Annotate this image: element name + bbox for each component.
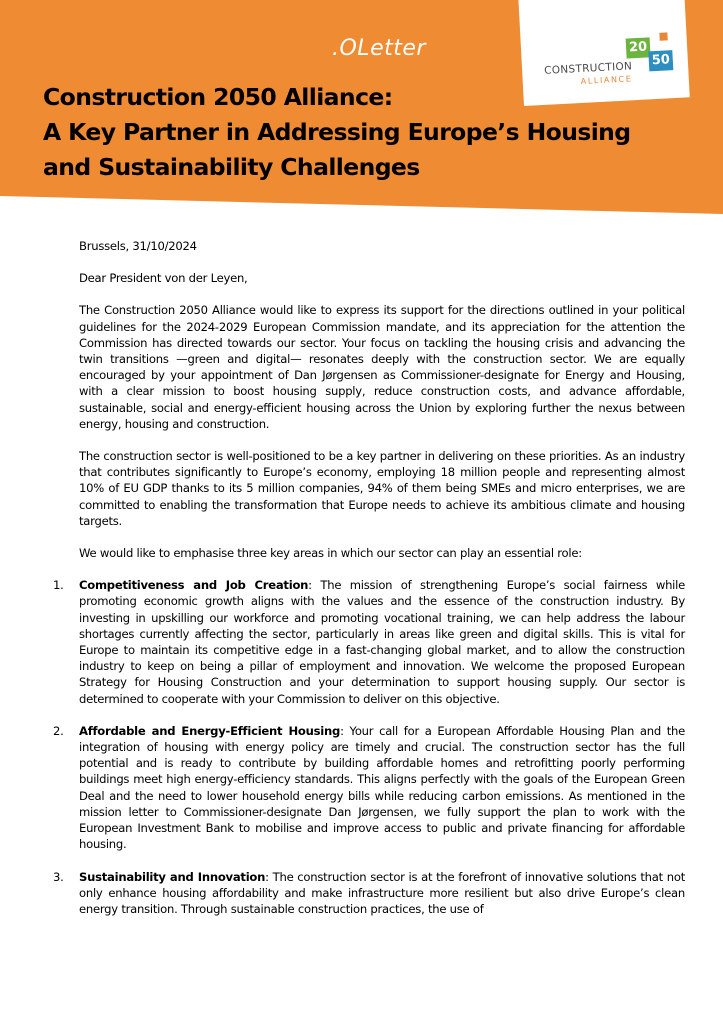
list-item xyxy=(53,869,685,918)
document-type-tag: .OLetter xyxy=(332,36,426,61)
logo-digits-bottom: 50 xyxy=(648,50,673,71)
logo-word-alliance: ALLIANCE xyxy=(580,74,633,86)
list-heading: Competitiveness and Job Creation xyxy=(79,578,309,593)
list-item xyxy=(53,577,685,707)
key-areas-list xyxy=(53,577,685,917)
page-title xyxy=(43,80,683,185)
logo-digits-top: 20 xyxy=(626,37,651,58)
place-date: Brussels, 31/10/2024 xyxy=(79,239,197,253)
paragraph-sector: The construction sector is well-positioned to be a key partner in delivering on these priorities. As an industry that contributes significantly to Europe’s economy, employing 18 million people and representing almost 10% of EU GDP thanks to its 5 million companies, 94% of them being SMEs and micro enterprises, we are committed to enabling the transformation that Europe needs to achieve its ambitious climate and housing targets. xyxy=(79,449,685,528)
list-heading: Sustainability and Innovation xyxy=(79,869,266,884)
salutation: Dear President von der Leyen, xyxy=(79,271,248,286)
list-text: : The construction sector is at the forefront of innovative solutions that not only enhance housing affordability and make infrastructure more resilient but also drive Europe’s clean energy transition. Through sustainable construction practices, the use of xyxy=(79,869,685,916)
title-line-1: Construction 2050 Alliance: xyxy=(43,83,393,111)
list-item xyxy=(53,723,685,853)
header-banner xyxy=(0,0,723,230)
list-number: 3. xyxy=(53,869,64,884)
list-text: : The mission of strengthening Europe’s social fairness while promoting economic growth aligns with the values and the essence of the construction industry. By investing in upskilling our workforce and promoting vocational training, we can help address the labour shortages currently affecting the sector, particularly in areas like green and digital skills. This is vital for Europe to maintain its competitive edge in a fast-changing global market, and to allow the construction industry to keep on being a pillar of employment and innovation. We welcome the proposed European Strategy for Housing Construction and your determination to support housing supply. Our sector is determined to cooperate with your Commission to deliver on this objective. xyxy=(79,578,685,706)
logo-word-construction: CONSTRUCTION xyxy=(543,60,633,77)
list-number: 1. xyxy=(53,578,64,593)
list-text: : Your call for a European Affordable Housing Plan and the integration of housing with energy policy are timely and crucial. The construction sector has the full potential and is ready to contribute by building affordable homes and retrofitting poorly performing buildings meet high energy-efficiency standards. This aligns perfectly with the goals of the European Green Deal and the need to lower household energy bills while reducing carbon emissions. As mentioned in the mission letter to Commissioner-designate Dan Jørgensen, we fully support the plan to work with the European Investment Bank to mobilise and improve access to public and private financing for affordable housing. xyxy=(79,723,685,852)
letter-body xyxy=(53,238,685,933)
list-number: 2. xyxy=(53,723,64,738)
list-heading: Affordable and Energy-Efficient Housing xyxy=(79,723,341,738)
logo-square-icon xyxy=(659,32,667,40)
title-line-3: and Sustainability Challenges xyxy=(43,153,420,181)
title-line-2: A Key Partner in Addressing Europe’s Housing xyxy=(43,118,631,146)
paragraph-intro: The Construction 2050 Alliance would like to express its support for the directions outlined in your political guidelines for the 2024-2029 European Commission mandate, and its appreciation for the attention the Commission has directed towards our sector. Your focus on tackling the housing crisis and advancing the twin transitions —green and digital— resonates deeply with the construction sector. We are equally encouraged by your appointment of Dan Jørgensen as Commissioner-designate for Energy and Housing, with a clear mission to boost housing supply, reduce construction costs, and advance affordable, sustainable, social and energy-efficient housing across the Union by exploring further the nexus between energy, housing and construction. xyxy=(79,303,685,431)
paragraph-key-areas: We would like to emphasise three key areas in which our sector can play an essential role: xyxy=(79,546,582,561)
